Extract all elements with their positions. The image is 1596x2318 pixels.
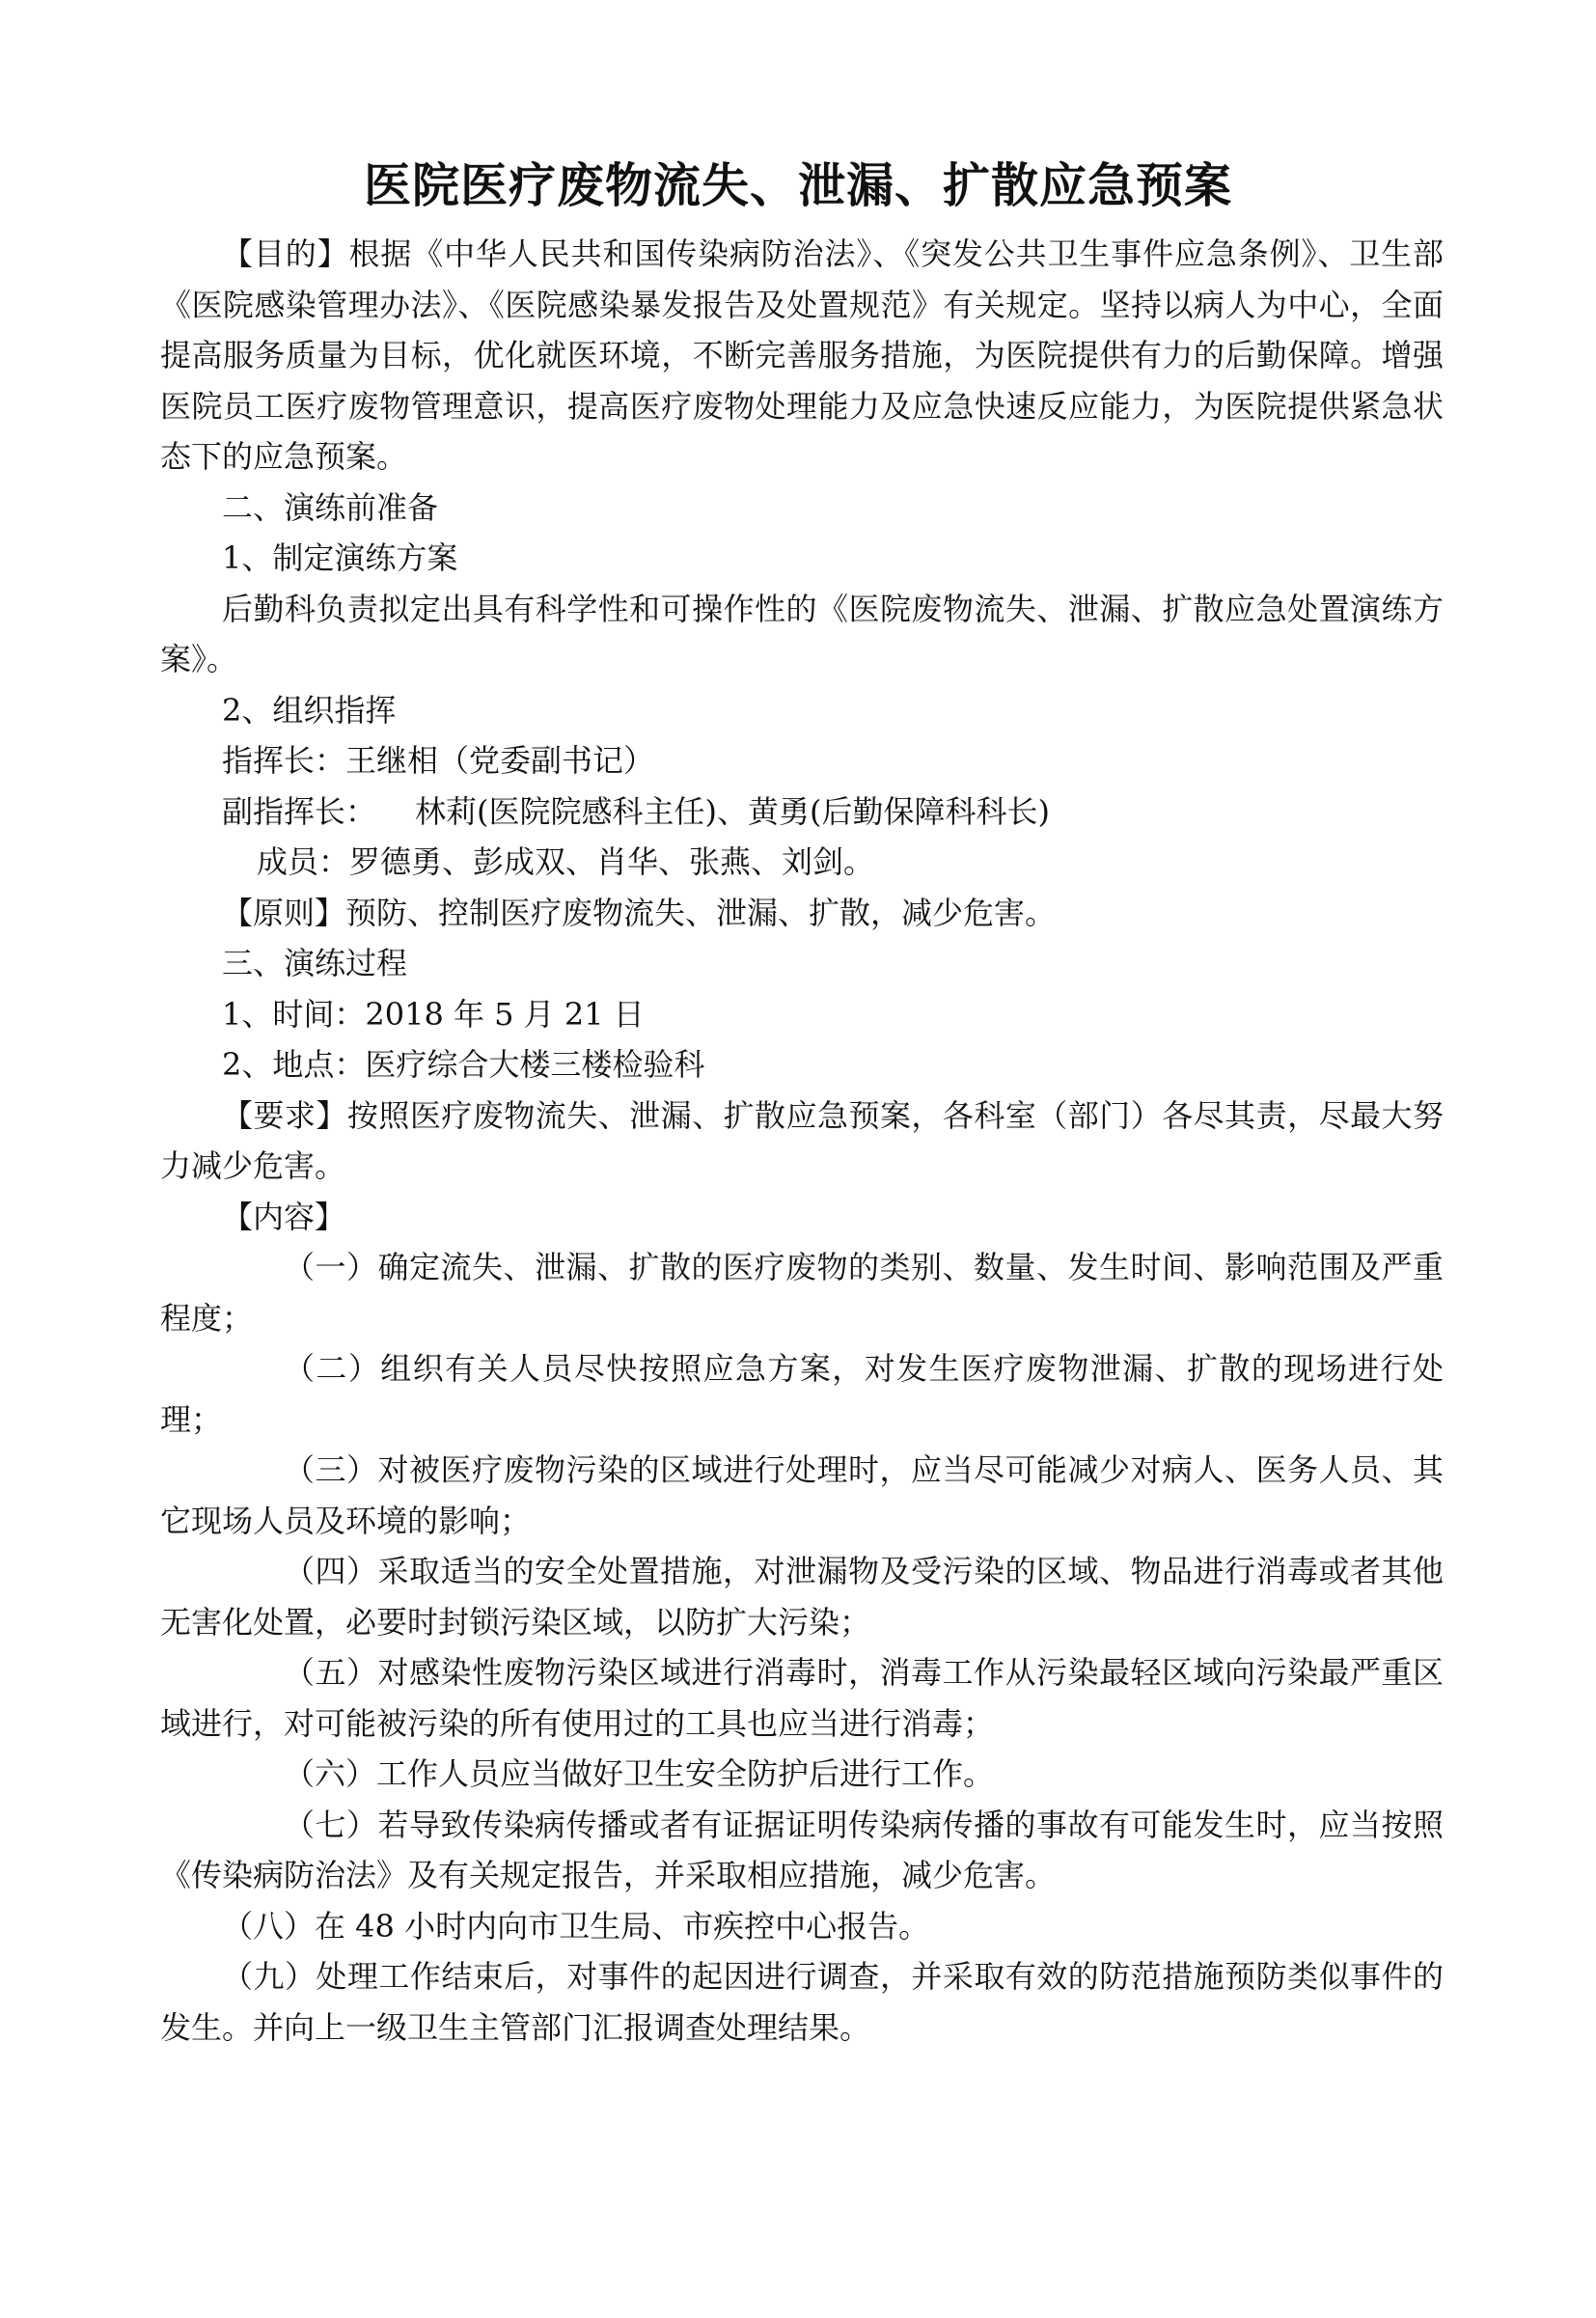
commander-line: 指挥长：王继相（党委副书记） (222, 742, 655, 779)
deputy-names: 林莉(医院院感科主任)、黄勇(后勤保障科科长) (415, 792, 1050, 830)
document-title: 医院医疗废物流失、泄漏、扩散应急预案 (363, 158, 1232, 213)
requirement-paragraph (160, 1090, 1444, 1192)
deputy-label: 副指挥长： (222, 792, 377, 830)
content-label: 【内容】 (222, 1198, 346, 1235)
content-item-5: （五）对感染性废物污染区域进行消毒时，消毒工作从污染最轻区域向污染最严重区域进行，对可能被污染的所有使用过的工具也应当进行消毒； (160, 1654, 1444, 1742)
content-item-1: （一）确定流失、泄漏、扩散的医疗废物的类别、数量、发生时间、影响范围及严重程度； (160, 1249, 1444, 1337)
section3-heading: 三、演练过程 (222, 945, 408, 981)
principle-paragraph (160, 888, 1444, 939)
command-heading: 2、组织指挥 (222, 691, 397, 729)
content-item-2: （二）组织有关人员尽快按照应急方案，对发生医疗废物泄漏、扩散的现场进行处理； (160, 1350, 1444, 1438)
purpose-paragraph (160, 229, 1444, 483)
content-item-3: （三）对被医疗废物污染的区域进行处理时，应当尽可能减少对病人、医务人员、其它现场人员及环境的影响； (160, 1451, 1444, 1539)
requirement-text: 按照医疗废物流失、泄漏、扩散应急预案，各科室（部门）各尽其责，尽最大努力减少危害。 (160, 1096, 1444, 1184)
content-item-6: （六）工作人员应当做好卫生安全防护后进行工作。 (284, 1755, 995, 1792)
plan-text: 后勤科负责拟定出具有科学性和可操作性的《医院废物流失、泄漏、扩散应急处置演练方案》。 (160, 590, 1444, 677)
document-body (160, 229, 1444, 2053)
members-line: 成员：罗德勇、彭成双、肖华、张燕、刘剑。 (257, 843, 875, 880)
purpose-label: 【目的】 (222, 235, 349, 272)
principle-label: 【原则】 (222, 894, 346, 931)
deputy-line (160, 786, 1444, 838)
content-item-9: （九）处理工作结束后，对事件的起因进行调查，并采取有效的防范措施预防类似事件的发生。并向上一级卫生主管部门汇报调查处理结果。 (160, 1958, 1444, 2046)
time-line: 1、时间：2018 年 5 月 21 日 (222, 995, 645, 1033)
plan-heading: 1、制定演练方案 (222, 539, 458, 576)
purpose-text: 根据《中华人民共和国传染病防治法》、《突发公共卫生事件应急条例》、卫生部《医院感染管理办法》、《医院感染暴发报告及处置规范》有关规定。坚持以病人为中心，全面提高服务质量为目标，优化就医环境，不断完善服务措施，为医院提供有力的后勤保障。增强医院员工医疗废物管理意识，提高医疗废物处理能力及应急快速反应能力，为医院提供紧急状态下的应急预案。 (160, 235, 1444, 475)
section2-heading: 二、演练前准备 (222, 488, 439, 526)
place-line: 2、地点：医疗综合大楼三楼检验科 (222, 1046, 705, 1083)
requirement-label: 【要求】 (222, 1096, 347, 1134)
content-item-8: （八）在 48 小时内向市卫生局、市疾控中心报告。 (222, 1907, 930, 1945)
content-item-7: （七）若导致传染病传播或者有证据证明传染病传播的事故有可能发生时，应当按照《传染病防治法》及有关规定报告，并采取相应措施，减少危害。 (160, 1806, 1444, 1893)
content-item-4: （四）采取适当的安全处置措施，对泄漏物及受污染的区域、物品进行消毒或者其他无害化处置，必要时封锁污染区域，以防扩大污染； (160, 1553, 1444, 1641)
principle-text: 预防、控制医疗废物流失、泄漏、扩散，减少危害。 (345, 894, 1057, 931)
